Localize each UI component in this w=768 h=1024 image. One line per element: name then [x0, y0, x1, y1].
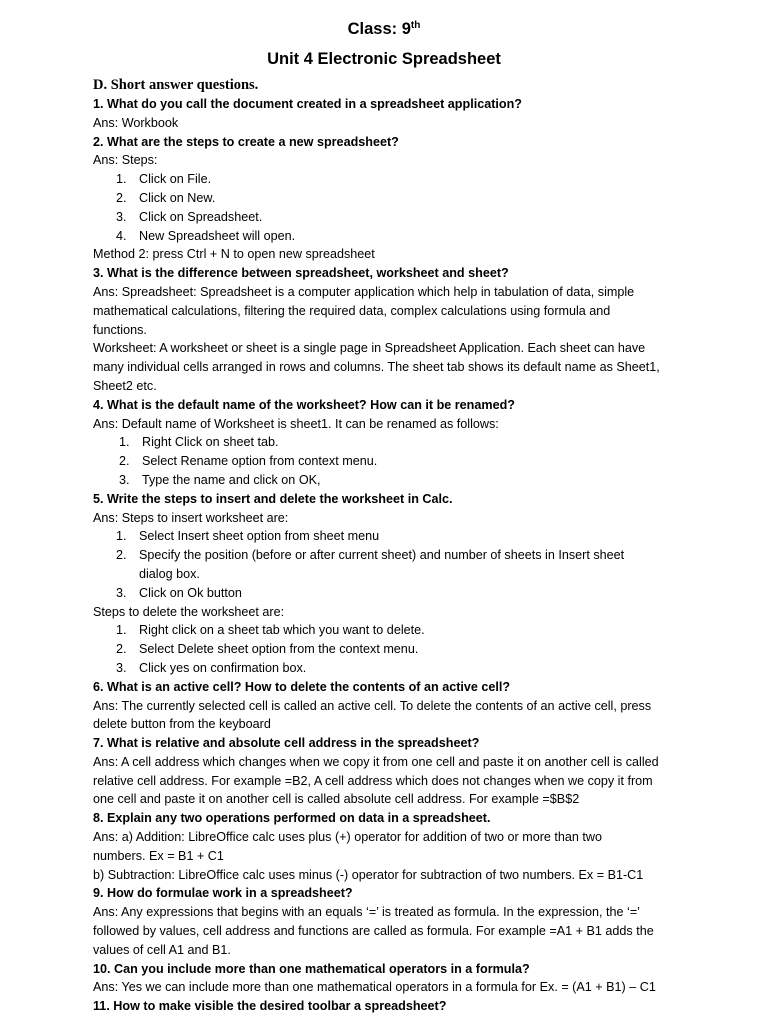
- answer-text: relative cell address. For example =B2, A cell address which does not changes when we copy it from: [93, 773, 653, 788]
- answer-text: Worksheet: A worksheet or sheet is a single page in Spreadsheet Application. Each sheet can have: [93, 341, 646, 356]
- list-item-number: 1.: [116, 529, 127, 544]
- question: 2. What are the steps to create a new spreadsheet?: [93, 134, 399, 149]
- answer-text: Ans: A cell address which changes when we copy it from one cell and paste it on another cell is called: [93, 754, 659, 769]
- list-item-text: Select Rename option from context menu.: [142, 454, 378, 469]
- list-item-text: Click on Spreadsheet.: [139, 209, 263, 224]
- class-heading: [0, 14, 768, 44]
- list-item-text: Select Delete sheet option from the context menu.: [139, 642, 419, 657]
- question: 7. What is relative and absolute cell address in the spreadsheet?: [93, 736, 480, 751]
- list-item: [0, 189, 768, 208]
- list-item-number: 1.: [116, 623, 127, 638]
- list-item: [0, 433, 768, 452]
- answer-text: Ans: Default name of Worksheet is sheet1. It can be renamed as follows:: [93, 416, 499, 431]
- answer-text: Ans: The currently selected cell is called an active cell. To delete the contents of an active cell, press: [93, 698, 652, 713]
- answer-text: Ans: Yes we can include more than one mathematical operators in a formula for Ex. = (A1 + B1) – C1: [93, 980, 656, 995]
- list-item-text: Click on New.: [139, 190, 216, 205]
- list-item-continuation: dialog box.: [139, 566, 200, 581]
- answer-text: Steps to delete the worksheet are:: [93, 604, 285, 619]
- list-item: [0, 208, 768, 227]
- class-superscript: th: [410, 20, 421, 31]
- list-item-number: 2.: [116, 642, 127, 657]
- list-item-text: Select Insert sheet option from sheet menu: [139, 529, 380, 544]
- list-item-number: 3.: [116, 209, 127, 224]
- answer-text: one cell and paste it on another cell is called absolute cell address. For example =$B$2: [93, 792, 580, 807]
- list-item-number: 1.: [116, 172, 127, 187]
- answer-text: Ans: Steps:: [93, 153, 158, 168]
- list-item: [0, 659, 768, 678]
- list-item: [0, 471, 768, 490]
- answer-text: mathematical calculations, filtering the required data, complex calculations using formula and: [93, 303, 611, 318]
- list-item: [0, 452, 768, 471]
- list-item-text: Specify the position (before or after current sheet) and number of sheets in Insert sheet: [139, 548, 625, 563]
- answer-text: Ans: Workbook: [93, 115, 179, 130]
- question: 6. What is an active cell? How to delete the contents of an active cell?: [93, 679, 511, 694]
- list-item: [0, 170, 768, 189]
- list-item-text: Click yes on confirmation box.: [139, 660, 307, 675]
- answer-text: followed by values, cell address and functions are called as formula. For example =A1 + B1 adds the: [93, 924, 654, 939]
- list-item-text: Click on File.: [139, 172, 212, 187]
- list-item-number: 2.: [116, 190, 127, 205]
- answer-text: Ans: Steps to insert worksheet are:: [93, 510, 289, 525]
- list-item-number: 3.: [116, 660, 127, 675]
- unit-title: Unit 4 Electronic Spreadsheet: [267, 50, 501, 68]
- question: 11. How to make visible the desired toolbar a spreadsheet?: [93, 999, 447, 1014]
- question: 4. What is the default name of the worksheet? How can it be renamed?: [93, 397, 515, 412]
- answer-text: numbers. Ex = B1 + C1: [93, 848, 224, 863]
- list-item-number: 4.: [116, 228, 127, 243]
- list-item-text: Click on Ok button: [139, 585, 242, 600]
- section-title: D. Short answer questions.: [93, 77, 259, 93]
- question: 1. What do you call the document created in a spreadsheet application?: [93, 97, 522, 111]
- list-item-number: 2.: [116, 548, 127, 563]
- list-item-number: 2.: [119, 454, 130, 469]
- question: 9. How do formulae work in a spreadsheet?: [93, 886, 353, 901]
- question-answer-list: [0, 95, 768, 1016]
- question: 10. Can you include more than one mathematical operators in a formula?: [93, 961, 530, 976]
- list-item-number: 1.: [119, 435, 130, 450]
- answer-text: Sheet2 etc.: [93, 378, 157, 393]
- question: 3. What is the difference between spreadsheet, worksheet and sheet?: [93, 266, 509, 281]
- answer-text: Ans: a) Addition: LibreOffice calc uses plus (+) operator for addition of two or more than two: [93, 830, 603, 845]
- list-item-text: Right Click on sheet tab.: [142, 435, 279, 450]
- answer-text: delete button from the keyboard: [93, 717, 271, 732]
- question: 5. Write the steps to insert and delete the worksheet in Calc.: [93, 491, 453, 506]
- answer-text: b) Subtraction: LibreOffice calc uses minus (-) operator for subtraction of two numbers. Ex = B1-C1: [93, 867, 644, 882]
- answer-text: values of cell A1 and B1.: [93, 942, 231, 957]
- list-item: [0, 640, 768, 659]
- question: 8. Explain any two operations performed on data in a spreadsheet.: [93, 811, 491, 826]
- list-item: [0, 227, 768, 246]
- list-item-text: Right click on a sheet tab which you want to delete.: [139, 623, 425, 638]
- list-item: [0, 546, 768, 565]
- document-page: [0, 14, 768, 1016]
- list-item: [0, 584, 768, 603]
- answer-text: Ans: Any expressions that begins with an equals ‘=’ is treated as formula. In the expression, the ‘=’: [93, 905, 640, 920]
- answer-text: functions.: [93, 322, 147, 337]
- class-label: Class: 9: [347, 20, 411, 38]
- list-item-number: 3.: [116, 585, 127, 600]
- answer-text: many individual cells arranged in rows and columns. The sheet tab shows its default name as Sheet1,: [93, 360, 660, 375]
- list-item-text: New Spreadsheet will open.: [139, 228, 296, 243]
- list-item-text: Type the name and click on OK,: [142, 472, 321, 487]
- answer-text: Ans: Spreadsheet: Spreadsheet is a computer application which help in tabulation of data, simple: [93, 284, 635, 299]
- list-item: [0, 527, 768, 546]
- list-item: [0, 621, 768, 640]
- list-item-number: 3.: [119, 472, 130, 487]
- answer-text: Method 2: press Ctrl + N to open new spreadsheet: [93, 247, 375, 262]
